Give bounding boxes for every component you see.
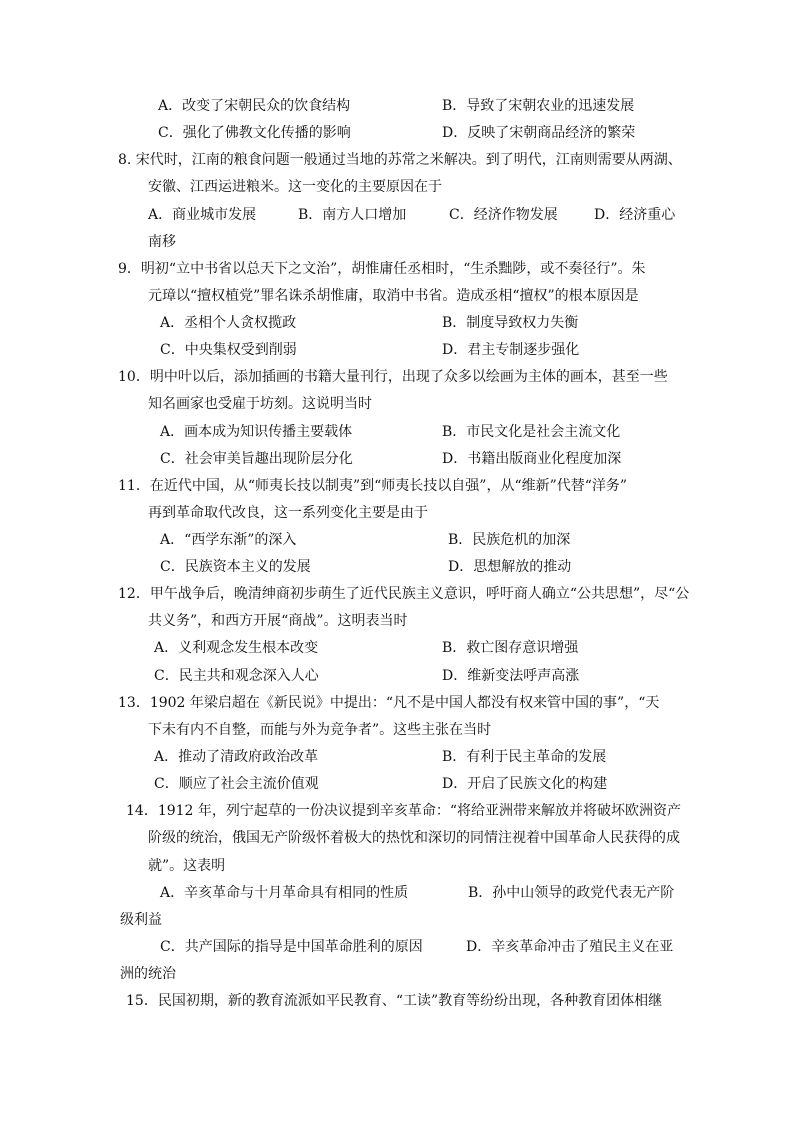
q14-option-b-cont: 级利益 [120,912,162,928]
q13-option-c: C．顺应了社会主流价值观 [154,776,319,792]
q12-option-c: C．民主共和观念深入人心 [154,668,319,684]
q8-option-d: D．经济重心 [594,207,676,223]
q11-stem-line1: 11．在近代中国，从“师夷长技以制夷”到“师夷长技以自强”，从“维新”代替“洋务” [118,478,628,494]
q14-option-d-cont: 洲的统治 [120,966,176,982]
q13-stem-line1: 13．1902 年梁启超在《新民说》中提出：“凡不是中国人都没有权来管中国的事”，“天 [118,695,660,711]
q9-option-b: B．制度导致权力失衡 [442,315,579,331]
q8-stem-line1: 8. 宋代时，江南的粮食问题一般通过当地的苏常之米解决。到了明代，江南则需要从两湖、 [118,152,682,168]
q9-stem-line2: 元璋以“擅权植党”罪名诛杀胡惟庸，取消中书省。造成丞相“擅权”的根本原因是 [148,288,639,304]
q8-option-c: C．经济作物发展 [449,207,558,223]
q11-option-c: C．民族资本主义的发展 [160,559,311,575]
q10-stem-line1: 10．明中叶以后，添加插画的书籍大量刊行，出现了众多以绘画为主体的画本，甚至一些 [118,369,668,385]
q14-stem-line1: 14．1912 年，列宁起草的一份决议提到辛亥革命：“将给亚洲带来解放并将破坏欧洲资产 [126,803,682,819]
q10-stem-line2: 知名画家也受雇于坊刻。这说明当时 [148,396,372,412]
q14-option-a: A．辛亥革命与十月革命具有相同的性质 [160,885,409,901]
q11-option-d: D．思想解放的推动 [448,559,572,575]
q12-option-d: D．维新变法呼声高涨 [442,668,580,684]
q14-option-d: D．辛亥革命冲击了殖民主义在亚 [466,939,674,955]
q11-option-a: A．“西学东渐”的深入 [160,532,297,548]
q14-option-b: B．孙中山领导的政党代表无产阶 [468,885,675,901]
q11-option-b: B．民族危机的加深 [448,532,571,548]
q12-stem-line1: 12．甲午战争后，晚清绅商初步萌生了近代民族主义意识，呼吁商人确立“公共思想”，尽“公 [118,586,690,602]
q7-option-b: B．导致了宋朝农业的迅速发展 [442,98,635,114]
q8-option-b: B．南方人口增加 [298,207,407,223]
q10-option-d: D．书籍出版商业化程度加深 [442,451,622,467]
q9-stem-line1: 9．明初“立中书省以总天下之文治”，胡惟庸任丞相时，“生杀黜陟，或不奏径行”。朱 [118,261,646,277]
q9-option-c: C．中央集权受到削弱 [160,342,297,358]
q8-option-d-cont: 南移 [148,234,176,250]
q7-option-c: C．强化了佛教文化传播的影响 [158,125,351,141]
q13-option-b: B．有利于民主革命的发展 [442,749,607,765]
q14-stem-line2: 阶级的统治，俄国无产阶级怀着极大的热忱和深切的同情注视着中国革命人民获得的成 [148,830,680,846]
q10-option-b: B．市民文化是社会主流文化 [442,424,621,440]
q13-option-d: D．开启了民族文化的构建 [442,776,608,792]
q14-stem-line3: 就”。这表明 [148,858,226,874]
q13-option-a: A．推动了清政府政治改革 [154,749,319,765]
q8-stem-line2: 安徽、江西运进粮米。这一变化的主要原因在于 [148,179,442,195]
q12-option-a: A．义利观念发生根本改变 [154,640,319,656]
q14-option-c: C．共产国际的指导是中国革命胜利的原因 [160,939,423,955]
q9-option-a: A．丞相个人贪权揽政 [160,315,297,331]
q12-option-b: B．救亡图存意识增强 [442,640,579,656]
q15-stem-line1: 15．民国初期，新的教育流派如平民教育、“工读”教育等纷纷出现，各种教育团体相继 [126,993,663,1009]
q9-option-d: D．君主专制逐步强化 [442,342,580,358]
q7-option-a: A．改变了宋朝民众的饮食结构 [158,98,351,114]
q11-stem-line2: 再到革命取代改良，这一系列变化主要是由于 [148,505,428,521]
q8-option-a: A．商业城市发展 [148,207,257,223]
q7-option-d: D．反映了宋朝商品经济的繁荣 [442,125,636,141]
q10-option-c: C．社会审美旨趣出现阶层分化 [160,451,353,467]
q13-stem-line2: 下未有内不自整，而能与外为竞争者”。这些主张在当时 [148,722,492,738]
q12-stem-line2: 共义务”，和西方开展“商战”。这明表当时 [148,613,408,629]
q10-option-a: A．画本成为知识传播主要载体 [160,424,353,440]
